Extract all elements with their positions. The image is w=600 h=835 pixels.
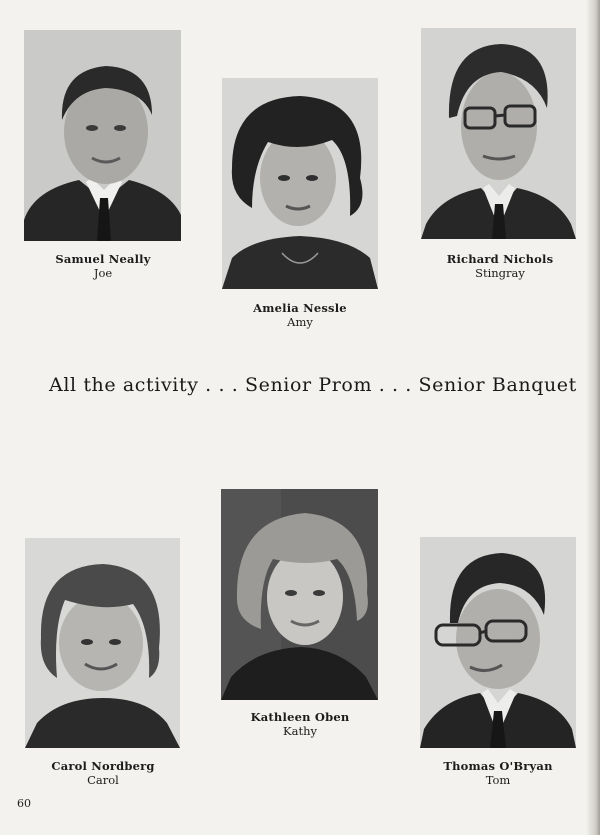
- portrait-name-thomas-obryan: Thomas O'Bryan: [443, 759, 553, 773]
- portrait-nickname-thomas-obryan: Tom: [485, 773, 511, 787]
- portrait-nickname-kathleen-oben: Kathy: [283, 724, 317, 738]
- portrait-photo-amelia-nessle: [222, 78, 378, 289]
- portrait-nickname-carol-nordberg: Carol: [87, 773, 119, 787]
- page-number: 60: [17, 797, 31, 810]
- portrait-photo-samuel-neally: [24, 30, 181, 241]
- portrait-nickname-richard-nichols: Stingray: [475, 266, 525, 280]
- portrait-name-amelia-nessle: Amelia Nessle: [253, 301, 347, 315]
- portrait-photo-carol-nordberg: [25, 538, 180, 748]
- portrait-nickname-amelia-nessle: Amy: [287, 315, 313, 329]
- portrait-nickname-samuel-neally: Joe: [93, 266, 113, 280]
- page-caption: All the activity . . . Senior Prom . . . Senior Banquet: [49, 374, 577, 396]
- portrait-name-samuel-neally: Samuel Neally: [55, 252, 151, 266]
- portrait-name-kathleen-oben: Kathleen Oben: [250, 710, 350, 724]
- page-edge-shadow: [586, 0, 600, 835]
- portrait-photo-kathleen-oben: [221, 489, 378, 700]
- portrait-name-richard-nichols: Richard Nichols: [446, 252, 554, 266]
- portrait-photo-thomas-obryan: [420, 537, 576, 748]
- portrait-photo-richard-nichols: [421, 28, 576, 239]
- portrait-name-carol-nordberg: Carol Nordberg: [51, 759, 155, 773]
